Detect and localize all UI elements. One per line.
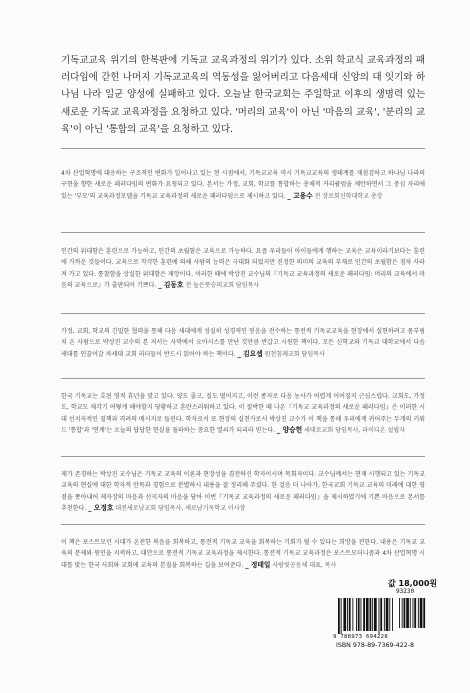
endorsement-text: 4차 산업혁명에 대응하는 구조적인 변화가 일어나고 있는 현 시점에서, 기독교교육 역시 기독교교육의 생태계를 재점검하고 하나님 나라의 구현을 향한 새로운 패러다임의 변화가 요청되고 있다. 본서는 가정, 교회, 학교를 통합하는 총체적 커리큘럼을 제안하면서 그 중심 자리에 있는 '부모'의 교육과정모델을 기독교 교육과정의 새로운 패러다임으로 제시하고 있다. bbox=[61, 170, 425, 200]
barcode-bar bbox=[386, 598, 389, 631]
price-label: 값 18,000원 bbox=[388, 579, 438, 588]
barcode-bar bbox=[343, 598, 346, 631]
divider-line bbox=[61, 524, 425, 525]
barcode-bar bbox=[374, 598, 377, 631]
barcode-addon-bar bbox=[418, 598, 419, 628]
barcode-bar bbox=[366, 598, 369, 631]
barcode-bar bbox=[389, 598, 390, 631]
barcode-addon-bar bbox=[406, 598, 409, 628]
barcode-number: 9 788973 694228 bbox=[333, 634, 389, 640]
barcode-bar bbox=[349, 598, 351, 631]
barcode-addon-number: 93230 bbox=[396, 588, 415, 595]
barcode-bar bbox=[356, 598, 357, 631]
barcode-addon-bar bbox=[402, 598, 403, 628]
endorsement-3 bbox=[61, 326, 425, 360]
endorsement-text: 인간의 위대함은 훈련으로 가능하고, 인간의 초월함은 교육으로 가능하다. 요즘 우리들이 아이들에게 행하는 교육은 교육이라기보다는 훈련에 가까운 것들이다. 교육으로 작각한 훈련에 의해 사람의 능력은 극대화 되었지만 진정한 의미의 교육의 부재로 인간의 초월함은 점차 사라져 가고 있다. 통찰함을 상실한 위대함은 재앙이다. 이러한 때에 박상진 교수님의『기독교 교육과정의 새로운 패러다임: 머리의 교육에서 마음의 교육으로』가 출판되어 기쁘다. bbox=[61, 248, 425, 289]
endorsement-2 bbox=[61, 246, 425, 291]
barcode-bar bbox=[380, 598, 382, 631]
endorsement-author: _ 김동호 bbox=[158, 280, 184, 289]
endorsement-role: 전 장로회신학대학교 총장 bbox=[314, 192, 383, 200]
barcode-bar bbox=[347, 598, 348, 631]
endorsement-role: 전 높은뜻숭의교회 담임목사 bbox=[185, 281, 260, 289]
divider-line bbox=[61, 378, 425, 379]
barcode-bar bbox=[372, 598, 373, 631]
barcode-bar bbox=[392, 598, 393, 631]
intro-paragraph: 기독교교육 위기의 한복판에 기독교 교육과정의 위기가 있다. 소위 학교식 교육과정의 패러다임에 갇힌 나머지 기독교교육의 역동성을 잃어버리고 다음세대 신앙의 대 잇기와 하나님 나라 일군 양성에 실패하고 있다. 오늘날 한국교회는 주일학교 이후의 생명력 있는 새로운 기독교 교육과정을 요청하고 있다. '머리의 교육'이 아닌 '마음의 교육', '분리의 교육'이 아닌 '통합의 교육'을 요청하고 있다. bbox=[61, 54, 425, 136]
divider-line bbox=[61, 456, 425, 457]
endorsement-role: 원천침례교회 담임목사 bbox=[264, 350, 325, 358]
endorsement-author: _ 양승헌 bbox=[276, 425, 303, 434]
barcode-bar bbox=[358, 598, 360, 631]
endorsement-5 bbox=[61, 469, 425, 514]
divider-line bbox=[61, 232, 425, 233]
endorsement-text: 가정, 교회, 학교의 긴밀한 협력을 통해 다음 세대에게 성실히 성경적인 믿음을 전수하는 통전적 기독교교육을 현장에서 실현하려고 몸부림치 온 사람으로 박상진 교수의 본 저서는 사막에서 오아시스를 만난 것만큼 반갑고 시원한 책이다. 모든 신학교와 기독교 대학교에서 다음 세대를 인끌어갈 차세대 교회 리더들이 반드시 읽어야 하는 책이다. bbox=[61, 328, 425, 358]
barcode-bar bbox=[363, 598, 365, 631]
divider-line bbox=[61, 148, 425, 149]
barcode-bar bbox=[379, 598, 380, 634]
endorsement-4 bbox=[61, 391, 425, 436]
barcode-bar bbox=[384, 598, 385, 631]
barcode-addon-bar bbox=[404, 598, 406, 628]
endorsement-role: 대전새로남교회 담임목사, 새로남기독학교 이사장 bbox=[115, 504, 246, 512]
barcode-bar bbox=[341, 598, 342, 634]
barcode-bar bbox=[352, 598, 353, 631]
endorsement-role: 사람빛공동체 대표, 목사 bbox=[272, 561, 337, 569]
endorsement-role: 세대로교회 담임목사, 파이디온 설립자 bbox=[304, 426, 405, 434]
endorsement-text: 이 책은 포스트모던 시대가 온전한 복음을 회복하고, 통전적 기독교 교육을 회복하는 기회가 될 수 있다는 희망을 전한다. 내용은 기독교 교육의 문제와 원인을 지적하고, 대안으로 통전적 기독교 교육과정을 제시한다. 통전적 기독교 교육과정은 포스트모더니즘과 4차 산업혁명 시대를 맞는 한국 사회와 교회에 교육의 본질을 회복하는 길을 보여준다. bbox=[61, 539, 425, 569]
barcode-addon-bar bbox=[413, 598, 414, 628]
barcode-bar bbox=[361, 598, 362, 631]
barcode-addon-bar bbox=[414, 598, 416, 628]
barcode-icon bbox=[336, 588, 434, 650]
barcode-addon-bar bbox=[399, 598, 400, 628]
endorsement-6 bbox=[61, 537, 425, 571]
divider-line bbox=[61, 313, 425, 314]
barcode-addon-bar bbox=[420, 598, 423, 628]
endorsement-1 bbox=[61, 168, 425, 202]
endorsement-text: 제가 존경하는 박상진 교수님은 기독교 교육의 이론과 현장성을 겸전하신 학자이시며 목회자이다. 교수님께서는 현재 시행되고 있는 기독교 교육의 현실에 대한 학자적 안목과 경험으로 분별하시 내용을 잘 정리해 주셨다. 한 걸음 더 나아가, 한국교회 기독교 교육의 미래에 대한 영점을 쫑아내어 제자장의 마음과 선지자의 마음을 담아 이번『기독교 교육과정의 새로운 패러다임』을 제시하였기에 기쁜 마음으로 본서를 추천한다. bbox=[61, 471, 425, 512]
barcode-addon-bar bbox=[410, 598, 411, 628]
endorsement-author: _ 오정호 bbox=[88, 503, 114, 512]
endorsement-author: _ 김요셉 bbox=[237, 349, 263, 358]
endorsement-author: _ 고용수 bbox=[287, 191, 313, 200]
endorsement-text: 한국 기독교는 호된 영적 휴년을 맞고 있다. 양도 줄고, 질도 떨어지고, 이런 종자로 다음 농사가 어렵게 이어질지 근심스럽다. 교회도, 가정도, 학교도 제각기 어떻게 해야할지 당황하고 혼란스러워하고 있다. 이 절박한 때 나온『기독교 교육과정의 새로운 패러다임』은 이러한 시대 선지자적인 질책과 격려의 메시지로 들린다. 학자로서 또 현장의 실천가로서 박상진 교수가 이 책을 통해 우리에게 귀어주는 두개의 키워드 '통합'과 '연계'는 오늘의 답답한 현실을 돌파하는 중요한 열쇠가 되리라 믿는다. bbox=[61, 393, 425, 434]
barcode-bar bbox=[338, 598, 340, 634]
endorsement-author: _ 정태일 bbox=[245, 560, 271, 569]
barcode-bar bbox=[370, 598, 372, 631]
barcode-addon-bar bbox=[423, 598, 425, 628]
isbn-label: ISBN 978-89-7369-422-8 bbox=[336, 642, 415, 649]
